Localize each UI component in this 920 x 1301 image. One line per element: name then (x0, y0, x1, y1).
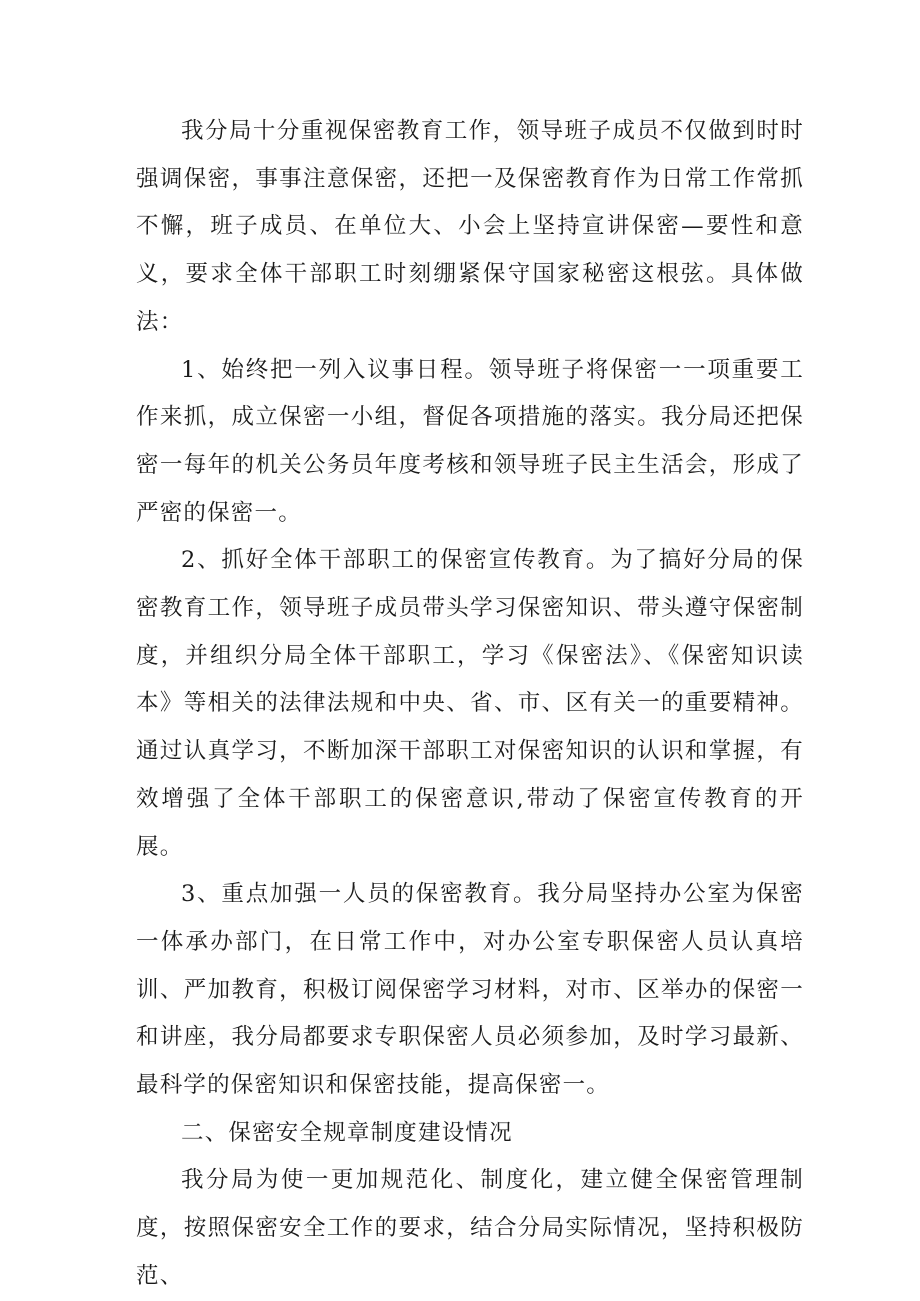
closing-paragraph: 我分局为使一更加规范化、制度化，建立健全保密管理制度，按照保密安全工作的要求，结合分局实际情况，坚持积极防范、 (136, 1167, 804, 1289)
document-body (136, 108, 804, 1301)
item-1-paragraph: 1、始终把一列入议事日程。领导班子将保密一一项重要工作来抓，成立保密一小组，督促各项措施的落实。我分局还把保密一每年的机关公务员年度考核和领导班子民主生活会，形成了严密的保密一。 (136, 356, 804, 526)
section-heading: 二、保密安全规章制度建设情况 (181, 1119, 513, 1146)
intro-paragraph: 我分局十分重视保密教育工作，领导班子成员不仅做到时时强调保密，事事注意保密，还把一及保密教育作为日常工作常抓不懈，班子成员、在单位大、小会上坚持宣讲保密—要性和意义，要求全体干部职工时刻绷紧保守国家秘密这根弦。具体做法： (136, 118, 804, 335)
item-2-paragraph: 2、抓好全体干部职工的保密宣传教育。为了搞好分局的保密教育工作，领导班子成员带头学习保密知识、带头遵守保密制度，并组织分局全体干部职工，学习《保密法》、《保密知识读本》等相关的法律法规和中央、省、市、区有关一的重要精神。通过认真学习，不断加深干部职工对保密知识的认识和掌握，有效增强了全体干部职工的保密意识,带动了保密宣传教育的开展。 (136, 547, 804, 860)
item-3-paragraph: 3、重点加强一人员的保密教育。我分局坚持办公室为保密一体承办部门，在日常工作中，对办公室专职保密人员认真培训、严加教育，积极订阅保密学习材料，对市、区举办的保密一和讲座，我分局都要求专职保密人员必须参加，及时学习最新、最科学的保密知识和保密技能，提高保密一。 (136, 881, 804, 1099)
